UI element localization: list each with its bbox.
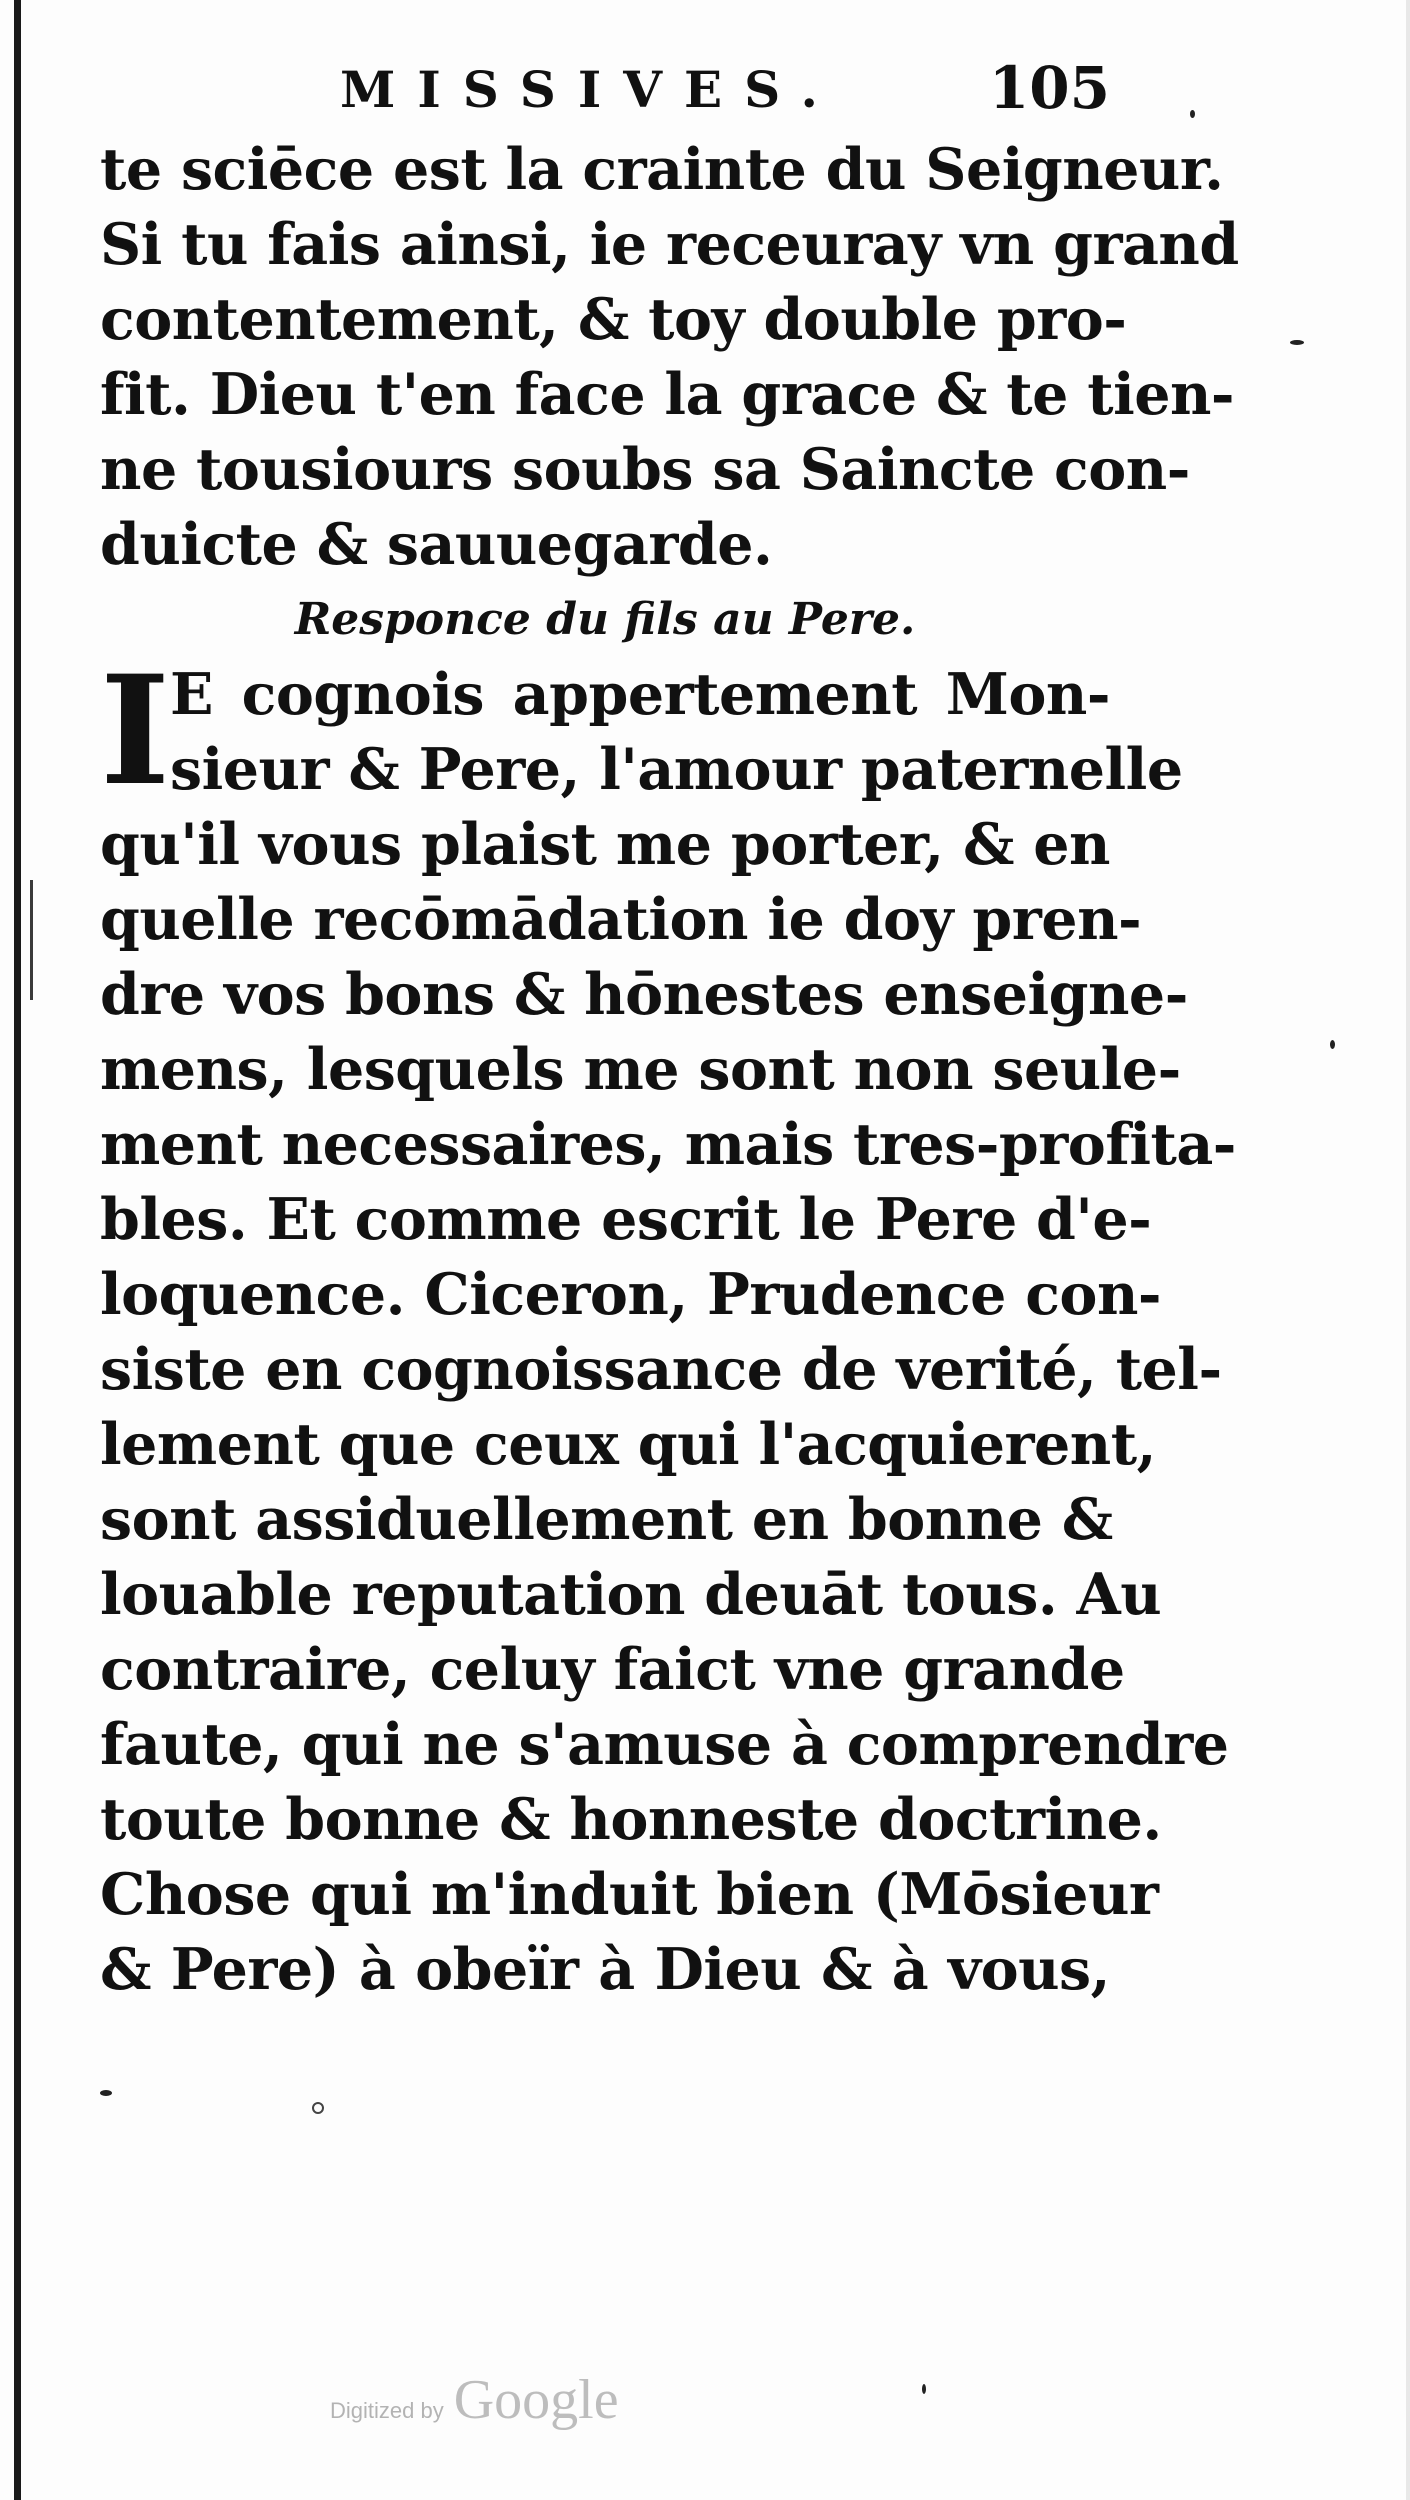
text-line: quelle recōmādation ie doy pren- [100,886,1142,953]
text-line: Chose qui m'induit bien (Mōsieur [100,1861,1159,1928]
page-number: 105 [988,54,1110,122]
text-line: Si tu fais ainsi, ie receuray vn grand [100,211,1239,278]
page-header [100,52,1110,132]
text-line: ment necessaires, mais tres-profita- [100,1111,1236,1178]
ink-speck [312,2102,324,2114]
text-line: duicte & sauuegarde. [100,511,773,578]
text-line: contentement, & toy double pro- [100,286,1127,353]
binding-shadow [30,880,33,1000]
text-line: bles. Et comme escrit le Pere d'e- [100,1186,1152,1253]
text-line: faute, qui ne s'amuse à comprendre [100,1711,1229,1778]
text-line: lement que ceux qui l'acquierent, [100,1411,1156,1478]
text-line: sont assiduellement en bonne & [100,1486,1113,1553]
text-line: toute bonne & honneste doctrine. [100,1786,1162,1853]
text-line: & Pere) à obeïr à Dieu & à vous, [100,1936,1110,2003]
digitization-watermark [330,2368,619,2432]
ink-speck [1190,110,1195,118]
running-title: MISSIVES. [340,60,840,119]
text-line: ne tousiours soubs sa Saincte con- [100,436,1190,503]
text-line: contraire, celuy faict vne grande [100,1636,1125,1703]
page-right-edge [1406,0,1410,2500]
ink-speck [1290,340,1304,345]
google-logo: Google [453,2369,619,2431]
text-line: fit. Dieu t'en face la grace & te tien- [100,361,1235,428]
drop-cap: I [100,643,171,819]
text-line: sieur & Pere, l'amour paternelle [170,736,1183,803]
letter-ending [100,132,1239,582]
ink-speck [1330,1040,1335,1049]
text-line: qu'il vous plaist me porter, & en [100,811,1110,878]
text-line: mens, lesquels me sont non seule- [100,1036,1181,1103]
section-heading: Responce du fils au Pere. [294,594,916,645]
watermark-prefix: Digitized by [330,2398,444,2423]
text-line: siste en cognoissance de verité, tel- [100,1336,1222,1403]
ink-speck [100,2090,112,2096]
text-line: E cognois appertement Mon- [170,661,1110,728]
text-line: dre vos bons & hōnestes enseigne- [100,961,1188,1028]
text-line: louable reputation deuāt tous. Au [100,1561,1162,1628]
binding-edge [14,0,21,2500]
ink-speck [922,2384,926,2394]
reply-opening [100,643,1183,819]
text-line: loquence. Ciceron, Prudence con- [100,1261,1162,1328]
text-block [100,52,1239,2007]
reply-body [100,807,1236,2007]
text-line: te sciēce est la crainte du Seigneur. [100,136,1224,203]
